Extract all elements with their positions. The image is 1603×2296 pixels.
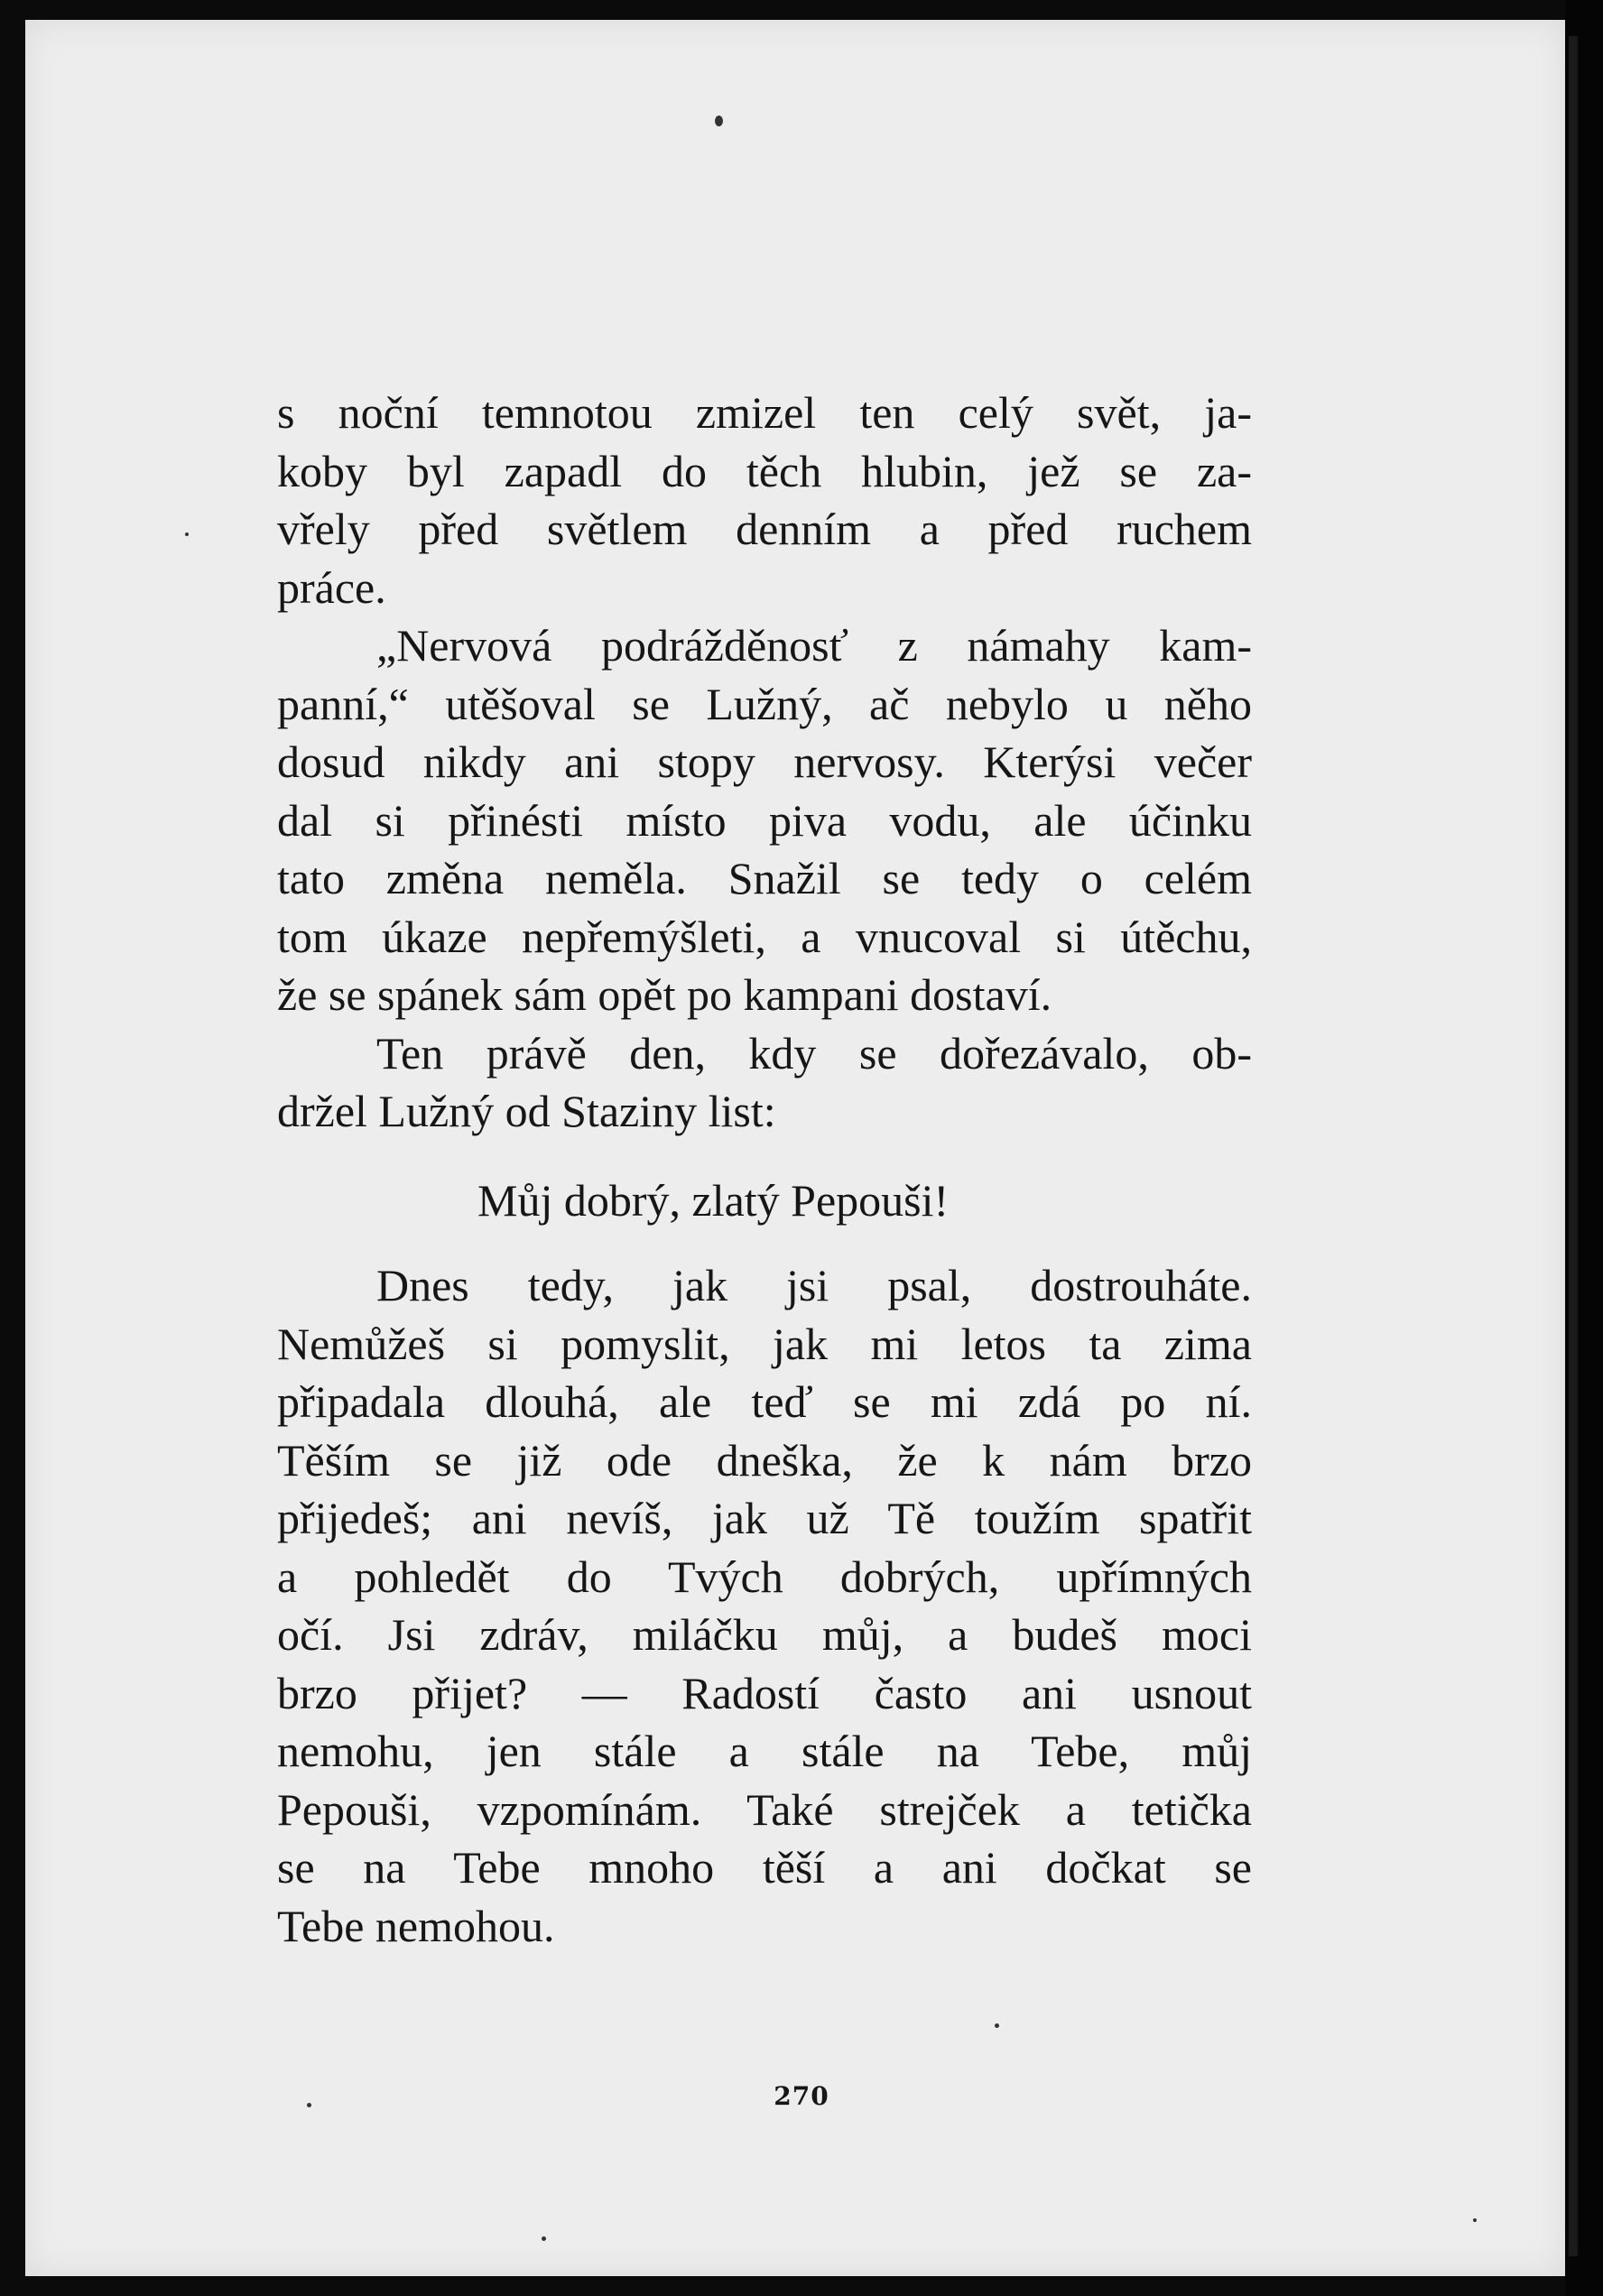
spacer <box>277 1141 1252 1171</box>
scan-speck <box>185 532 189 536</box>
text-line: nemohu, jen stále a stále na Tebe, můj <box>277 1726 1252 1776</box>
text-line: práce. <box>277 561 386 613</box>
text-line: přijedeš; ani nevíš, jak už Tě toužím spatřit <box>277 1493 1252 1543</box>
text-line: Tebe nemohou. <box>277 1900 555 1951</box>
text-line: držel Lužný od Staziny list: <box>277 1086 776 1136</box>
body-text <box>277 384 1252 1955</box>
text-line: Dnes tedy, jak jsi psal, dostrouháte. <box>376 1260 1252 1310</box>
text-line: Nemůžeš si pomyslit, jak mi letos ta zima <box>277 1318 1252 1369</box>
text-line: dosud nikdy ani stopy nervosy. Kterýsi večer <box>277 736 1252 787</box>
letter-section <box>277 1256 1252 1955</box>
text-line: připadala dlouhá, ale teď se mi zdá po ní. <box>277 1376 1252 1427</box>
text-line: brzo přijet? — Radostí často ani usnout <box>277 1667 1252 1718</box>
text-line: dal si přinésti místo piva vodu, ale účinku <box>277 794 1252 846</box>
text-line: že se spánek sám opět po kampani dostaví. <box>277 969 1052 1020</box>
paragraph <box>277 1256 1252 1955</box>
paragraph <box>277 1024 1252 1141</box>
scan-speck <box>542 2236 546 2241</box>
scan-speck <box>715 116 723 126</box>
text-line: očí. Jsi zdráv, miláčku můj, a budeš moci <box>277 1609 1252 1660</box>
text-line: koby byl zapadl do těch hlubin, jež se za- <box>277 445 1252 496</box>
page-number: 270 <box>774 2081 829 2111</box>
spacer <box>277 1229 1252 1256</box>
text-line: Pepouši, vzpomínám. Také strejček a tetička <box>277 1783 1252 1835</box>
text-line: tom úkaze nepřemýšleti, a vnucoval si útěchu, <box>277 911 1252 962</box>
scan-speck <box>1473 2218 1477 2222</box>
text-line: s noční temnotou zmizel ten celý svět, ja- <box>277 387 1252 438</box>
scan-binding-strip <box>1569 36 1578 2256</box>
text-line: tato změna neměla. Snažil se tedy o celém <box>277 853 1252 903</box>
letter-salutation: Můj dobrý, zlatý Pepouši! <box>477 1174 950 1226</box>
scan-speck <box>995 2023 999 2028</box>
text-line: „Nervová podrážděnosť z námahy kam- <box>376 620 1252 671</box>
narrative-section <box>277 384 1252 1141</box>
text-line: se na Tebe mnoho těší a ani dočkat se <box>277 1842 1252 1893</box>
paragraph <box>277 384 1252 616</box>
paragraph <box>277 616 1252 1024</box>
text-line: Ten právě den, kdy se dořezávalo, ob- <box>376 1027 1252 1079</box>
text-line: Těším se již ode dneška, že k nám brzo <box>277 1434 1252 1486</box>
text-line: a pohledět do Tvých dobrých, upřímných <box>277 1551 1252 1602</box>
text-line: vřely před světlem denním a před ruchem <box>277 504 1252 554</box>
text-line: panní,“ utěšoval se Lužný, ač nebylo u něho <box>277 678 1252 729</box>
